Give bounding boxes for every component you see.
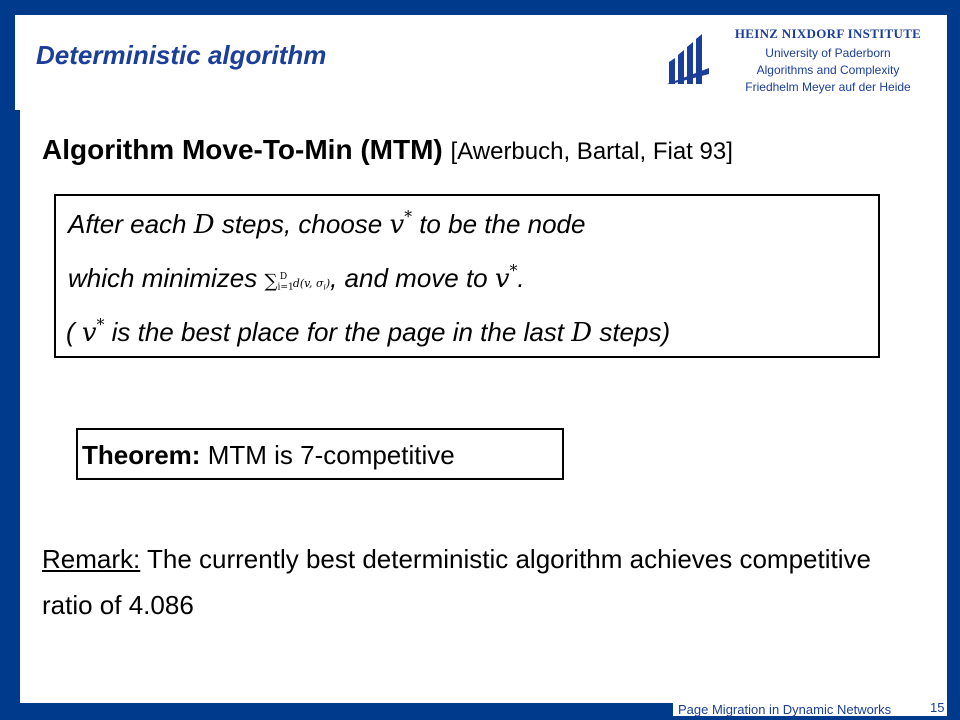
definition-line-1: After each D steps, choose v* to be the node [68,208,586,240]
institute-logo-icon [667,28,709,84]
slide-title: Deterministic algorithm [36,40,327,70]
theorem-label: Theorem: [82,440,201,470]
theorem-box [76,428,564,480]
definition-line-3: ( v* is the best place for the page in the last D steps) [66,316,671,348]
frame-left-bar-lower [0,110,20,720]
remark-body: The currently best deterministic algorithm achieves competitive ratio of 4.086 [42,544,871,620]
institute-university: University of Paderborn [765,45,891,60]
algorithm-name: Algorithm Move-To-Min (MTM) [42,134,443,165]
remark-label: Remark: [42,544,141,574]
algorithm-heading [42,134,733,166]
frame-top-bar-right [663,0,960,15]
frame-top-bar [0,0,663,15]
frame-right-bar [947,0,960,720]
institute-block [712,26,944,96]
definition-box [54,194,880,358]
footer-title: Page Migration in Dynamic Networks [678,702,892,717]
theorem-body: MTM is 7-competitive [200,440,455,470]
var-D: D [193,209,215,240]
var-v-star: v* [81,316,105,348]
algorithm-citation: [Awerbuch, Bartal, Fiat 93] [450,138,733,165]
institute-group: Algorithms and Complexity [756,62,900,77]
var-v-star: v* [494,262,518,294]
frame-bottom-bar [0,703,673,720]
sum-expression: $\sum i=1^D$ d(v, $\sigma_i$) [264,270,331,293]
remark [42,536,922,628]
institute-name: HEINZ NIXDORF INSTITUTE [734,26,922,41]
var-v-star: v* [389,208,412,240]
var-D: D [571,317,593,348]
page-number: 15 [930,700,945,715]
institute-person: Friedhelm Meyer auf der Heide [745,79,911,94]
definition-line-2: which minimizes $\sum i=1^D$ d(v, $\sigma_i$), and move to v*. [68,262,525,294]
theorem-text [82,440,455,471]
